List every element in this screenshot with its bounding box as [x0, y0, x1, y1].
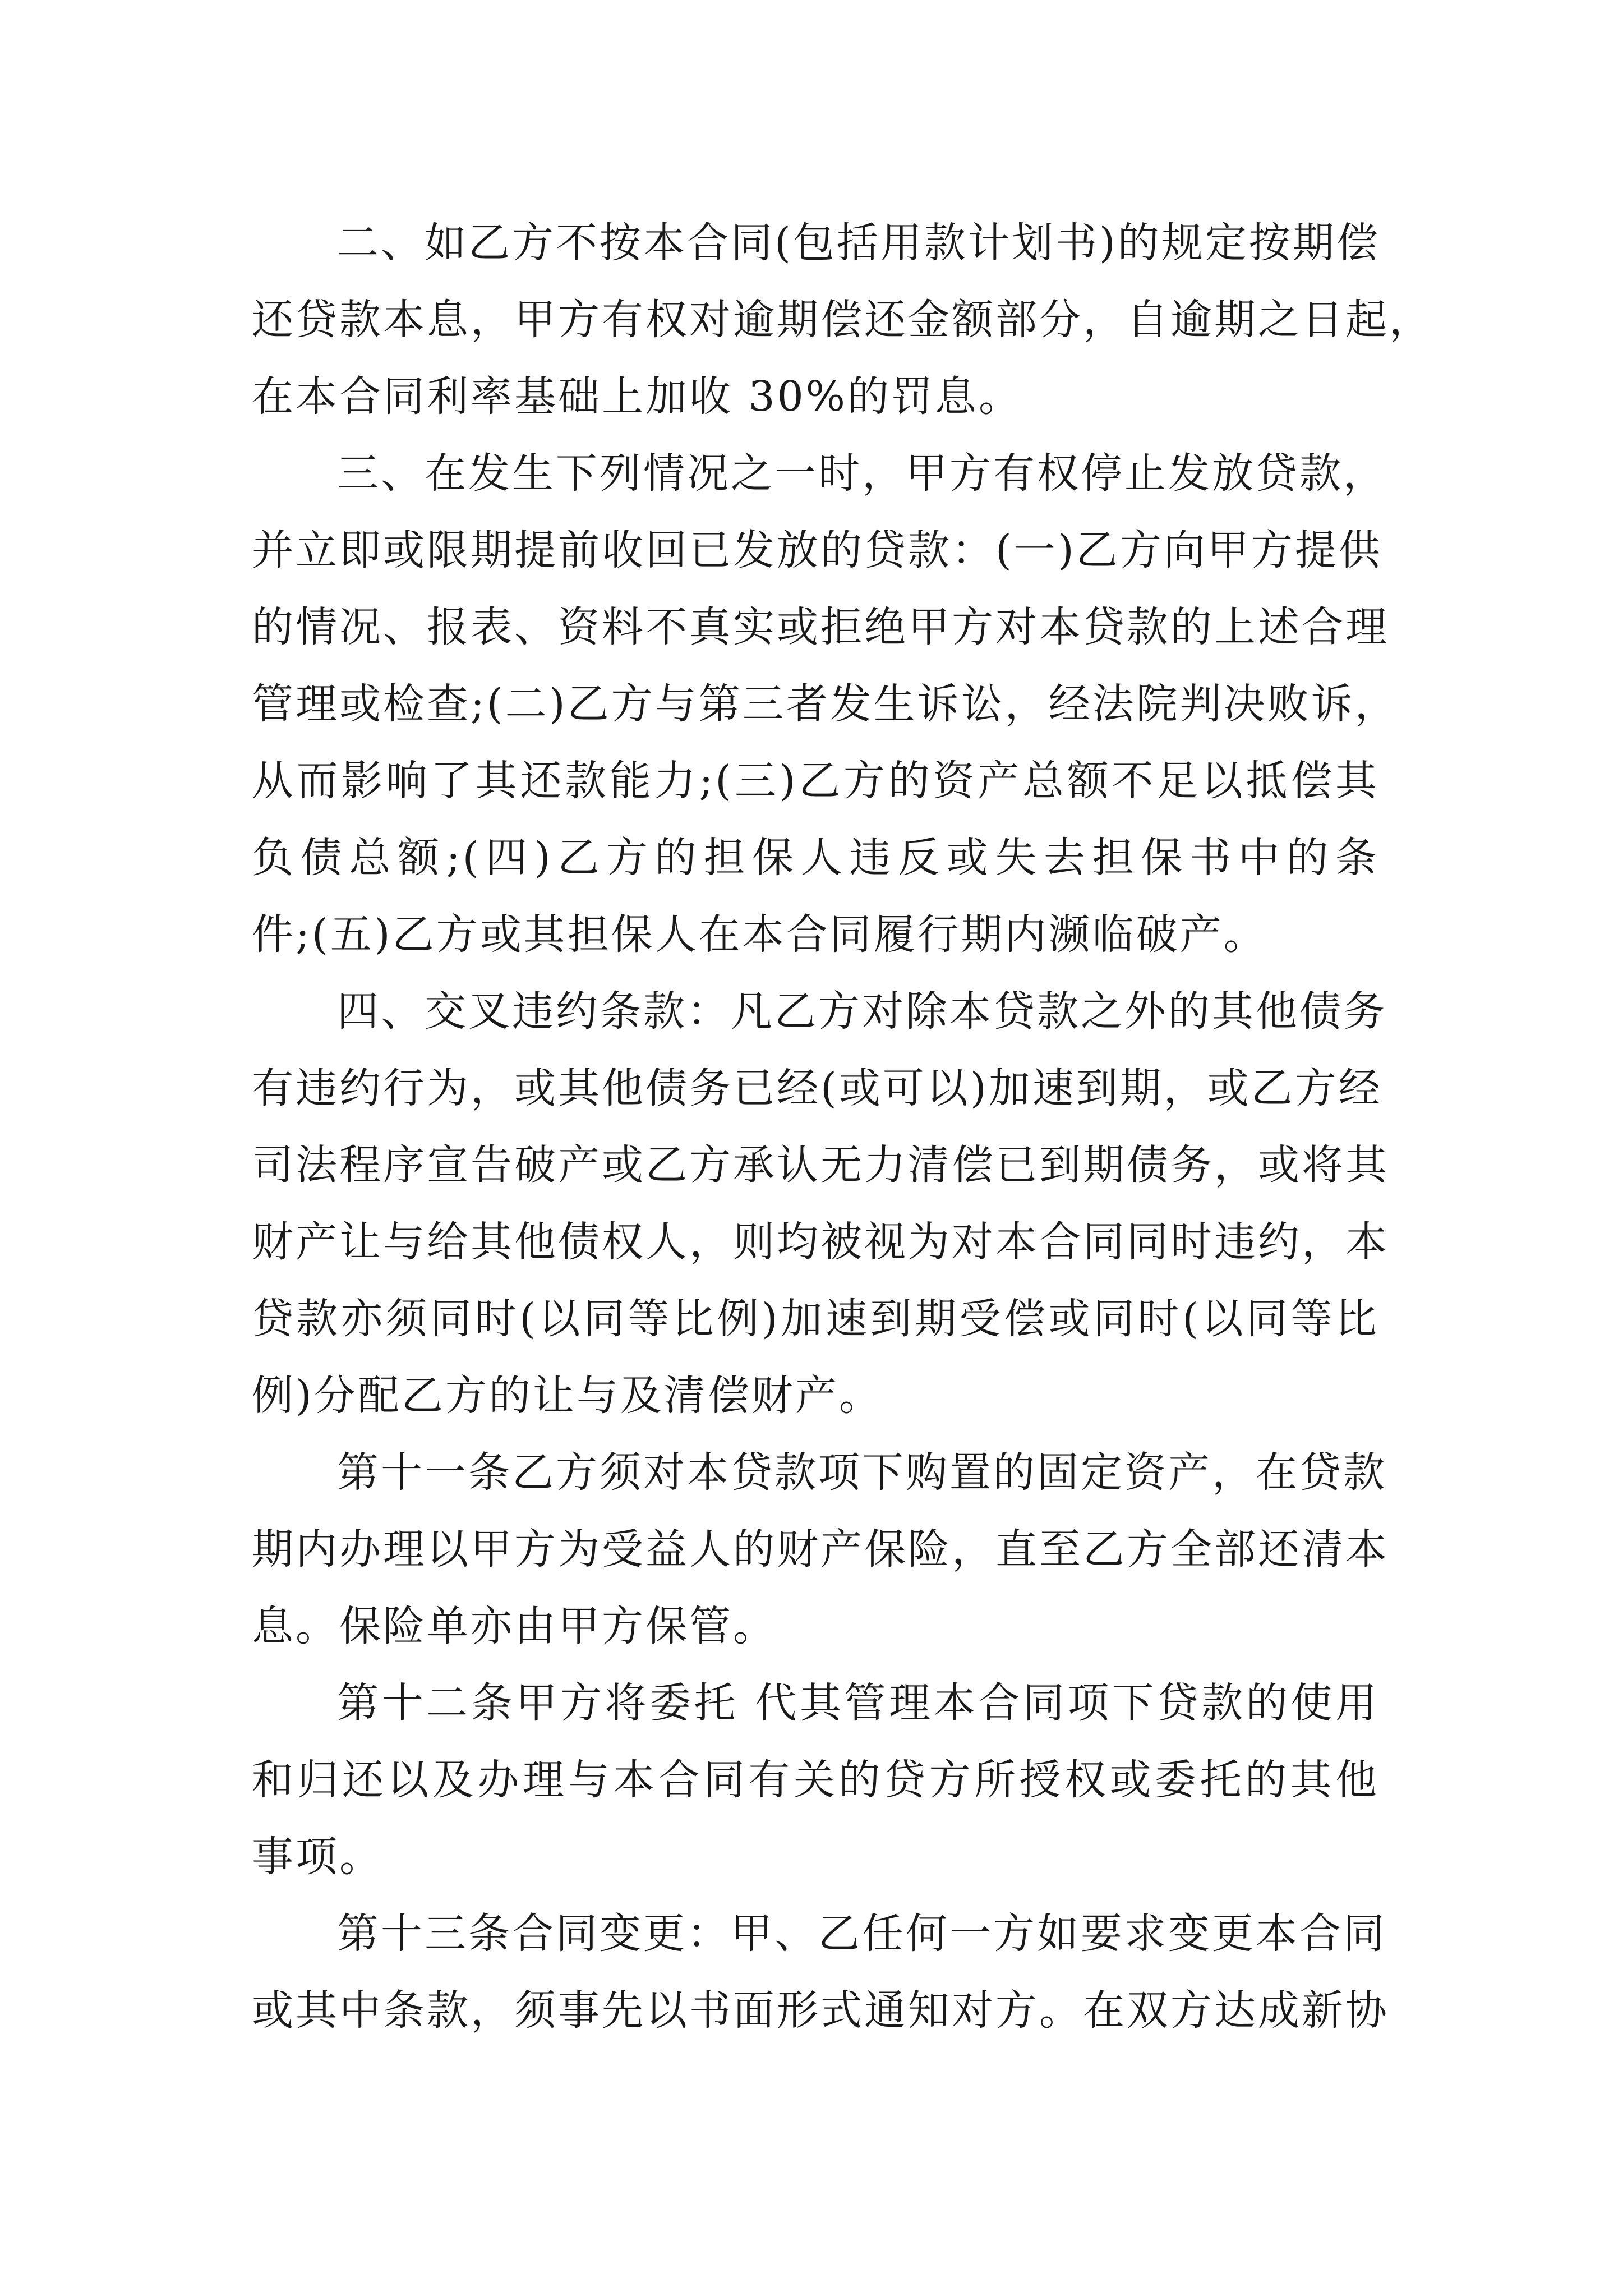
- text-line: 贷款亦须同时(以同等比例)加速到期受偿或同时(以同等比: [252, 1295, 1379, 1343]
- text-line: 在本合同利率基础上加收 30%的罚息。: [252, 372, 1022, 421]
- paragraph-stop-loan-conditions: [252, 435, 1399, 973]
- paragraph-article-13-amendment: [252, 1895, 1389, 2049]
- text-line: 三、在发生下列情况之一时，甲方有权停止发放贷款，: [337, 449, 1387, 498]
- text-line: 还贷款本息，甲方有权对逾期偿还金额部分，自逾期之日起，: [252, 296, 1433, 344]
- paragraph-overdue-penalty: [252, 205, 1433, 435]
- text-line: 第十二条甲方将委托 代其管理本合同项下贷款的使用: [337, 1679, 1379, 1727]
- text-line: 件;(五)乙方或其担保人在本合同履行期内濒临破产。: [252, 910, 1267, 959]
- text-line: 和归还以及办理与本合同有关的贷方所授权或委托的其他: [252, 1756, 1379, 1804]
- text-line: 第十三条合同变更：甲、乙任何一方如要求变更本合同: [337, 1910, 1387, 1958]
- text-line: 事项。: [252, 1833, 383, 1881]
- paragraph-article-12-entrustment: [252, 1665, 1379, 1895]
- paragraph-article-11-insurance: [252, 1434, 1389, 1665]
- document-body: [252, 205, 1433, 2049]
- text-line: 期内办理以甲方为受益人的财产保险，直至乙方全部还清本: [252, 1525, 1389, 1573]
- text-line: 负债总额;(四)乙方的担保人违反或失去担保书中的条: [252, 834, 1379, 882]
- text-line: 并立即或限期提前收回已发放的贷款：(一)乙方向甲方提供: [252, 526, 1382, 574]
- text-line: 第十一条乙方须对本贷款项下购置的固定资产，在贷款: [337, 1448, 1387, 1497]
- text-line: 二、如乙方不按本合同(包括用款计划书)的规定按期偿: [337, 219, 1380, 267]
- text-line: 四、交叉违约条款：凡乙方对除本贷款之外的其他债务: [337, 987, 1387, 1036]
- text-line: 有违约行为，或其他债务已经(或可以)加速到期，或乙方经: [252, 1064, 1382, 1112]
- text-line: 或其中条款，须事先以书面形式通知对方。在双方达成新协: [252, 1986, 1389, 2035]
- paragraph-cross-default: [252, 973, 1389, 1434]
- text-line: 例)分配乙方的让与及清偿财产。: [252, 1372, 883, 1420]
- text-line: 从而影响了其还款能力;(三)乙方的资产总额不足以抵偿其: [252, 757, 1379, 805]
- text-line: 的情况、报表、资料不真实或拒绝甲方对本贷款的上述合理: [252, 603, 1389, 651]
- text-line: 司法程序宣告破产或乙方承认无力清偿已到期债务，或将其: [252, 1141, 1389, 1189]
- text-line: 财产让与给其他债权人，则均被视为对本合同同时违约，本: [252, 1218, 1389, 1266]
- text-line: 息。保险单亦由甲方保管。: [252, 1602, 777, 1650]
- text-line: 管理或检查;(二)乙方与第三者发生诉讼，经法院判决败诉，: [252, 680, 1399, 728]
